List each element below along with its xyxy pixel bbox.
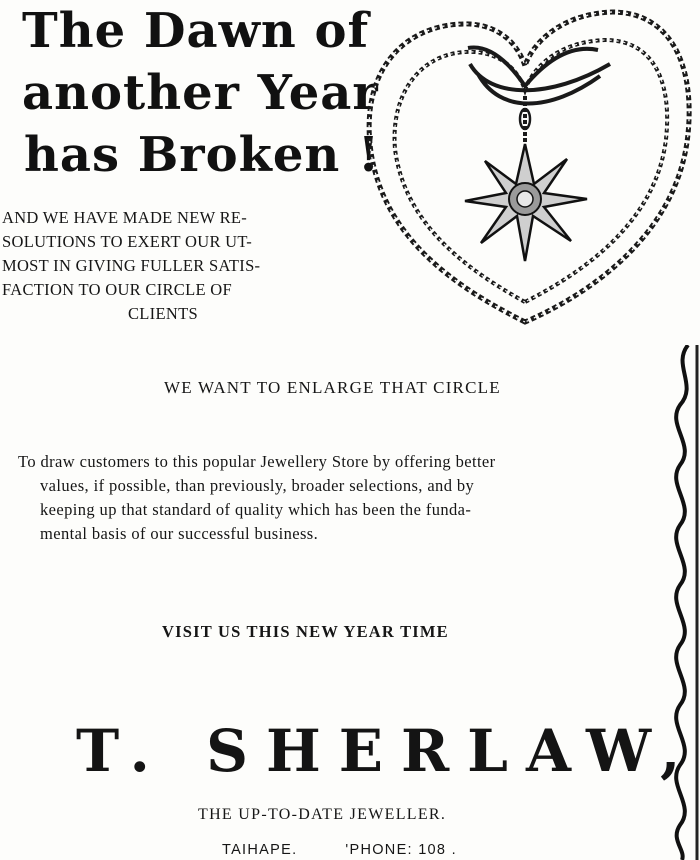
body-line-3: keeping up that standard of quality which has been the funda-: [40, 500, 472, 519]
resolution-line-1: AND WE HAVE MADE NEW RE-: [2, 208, 248, 227]
resolution-line-4: FACTION TO OUR CIRCLE OF: [2, 280, 232, 299]
resolution-line-2: SOLUTIONS TO EXERT OUR UT-: [2, 232, 253, 251]
firm-phone: 'PHONE: 108 .: [345, 842, 457, 858]
body-line-1: To draw customers to this popular Jewellery Store by offering better: [18, 452, 496, 471]
star-pendant: [465, 144, 587, 261]
body-line-4: mental basis of our successful business.: [40, 524, 319, 543]
heart-necklace-pendant-illustration: [350, 4, 700, 334]
ribbon-bow: [468, 47, 610, 103]
resolution-text: [2, 206, 354, 326]
visit-us-line: VISIT US THIS NEW YEAR TIME: [162, 622, 449, 641]
body-paragraph: [18, 450, 698, 546]
enlarge-circle-line: WE WANT TO ENLARGE THAT CIRCLE: [164, 378, 501, 397]
firm-address: [222, 842, 457, 858]
headline-line-1: The Dawn of: [22, 3, 370, 59]
firm-town: TAIHAPE.: [222, 842, 298, 858]
firm-name: T. SHERLAW,: [76, 717, 699, 785]
headline: [22, 0, 381, 186]
headline-line-3: has Broken !: [24, 127, 381, 183]
firm-tagline: THE UP-TO-DATE JEWELLER.: [198, 806, 447, 823]
resolution-line-3: MOST IN GIVING FULLER SATIS-: [2, 256, 261, 275]
headline-line-2: another Year: [22, 65, 379, 121]
body-line-2: values, if possible, than previously, broader selections, and by: [40, 476, 475, 495]
resolution-line-5: CLIENTS: [128, 304, 198, 323]
